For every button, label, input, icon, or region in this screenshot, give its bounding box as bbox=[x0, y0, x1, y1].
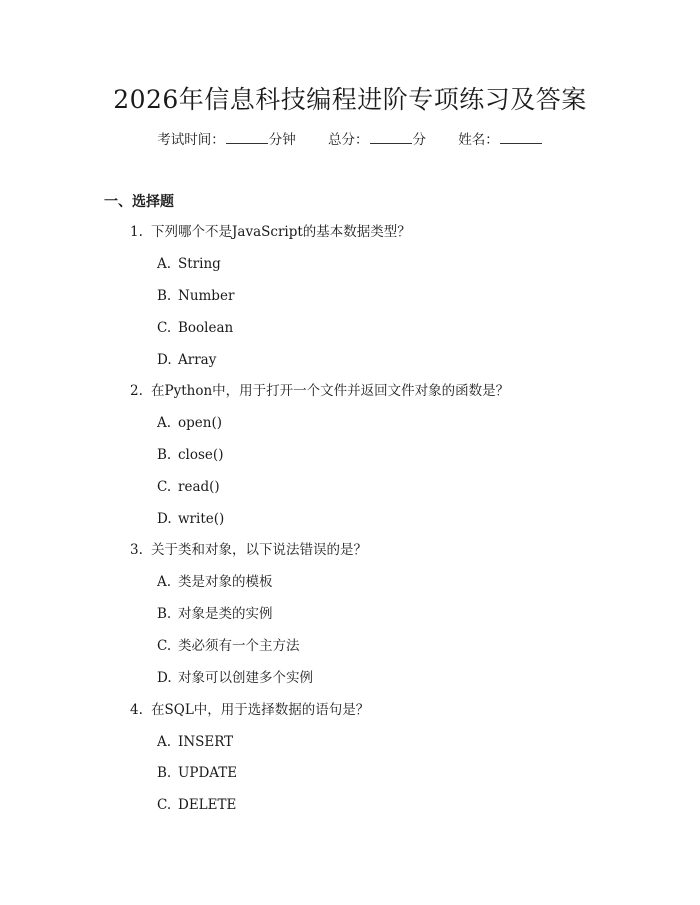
exam-score-blank bbox=[370, 130, 412, 144]
option-text: write() bbox=[178, 511, 225, 527]
question-number: 2. bbox=[130, 383, 143, 399]
option-text: 对象可以创建多个实例 bbox=[178, 670, 313, 686]
exam-name-blank bbox=[500, 130, 542, 144]
option-letter: B. bbox=[157, 447, 172, 463]
exam-score-label: 总分： bbox=[328, 132, 369, 148]
question-1-option-c bbox=[157, 318, 233, 338]
exam-time-blank bbox=[226, 130, 268, 144]
question-3-option-b bbox=[157, 604, 273, 624]
section-heading: 一、选择题 bbox=[104, 194, 174, 210]
option-text: 对象是类的实例 bbox=[178, 606, 273, 622]
option-text: UPDATE bbox=[178, 765, 238, 781]
exam-time bbox=[157, 130, 296, 150]
question-2-option-c bbox=[157, 477, 220, 497]
option-text: close() bbox=[178, 447, 224, 463]
question-text: 在Python中，用于打开一个文件并返回文件对象的函数是？ bbox=[151, 383, 510, 399]
option-letter: C. bbox=[157, 638, 172, 654]
question-text: 下列哪个不是JavaScript的基本数据类型？ bbox=[151, 224, 411, 240]
exam-name-label: 姓名： bbox=[458, 132, 499, 148]
option-text: 类是对象的模板 bbox=[178, 574, 273, 590]
question-1 bbox=[130, 222, 411, 242]
exam-name bbox=[458, 130, 543, 150]
question-number: 1. bbox=[130, 224, 143, 240]
option-letter: D. bbox=[157, 670, 172, 686]
option-text: INSERT bbox=[178, 734, 234, 750]
option-text: read() bbox=[178, 479, 220, 495]
option-text: DELETE bbox=[178, 797, 237, 813]
option-text: Number bbox=[178, 288, 235, 304]
exam-score-unit: 分 bbox=[412, 132, 426, 148]
option-letter: A. bbox=[157, 734, 172, 750]
option-letter: C. bbox=[157, 320, 172, 336]
option-letter: B. bbox=[157, 288, 172, 304]
option-letter: C. bbox=[157, 797, 172, 813]
question-2-option-a bbox=[157, 413, 222, 433]
question-3 bbox=[130, 540, 367, 560]
question-number: 4. bbox=[130, 702, 143, 718]
option-text: open() bbox=[178, 415, 222, 431]
exam-score bbox=[328, 130, 426, 150]
question-3-option-d bbox=[157, 668, 313, 688]
question-number: 3. bbox=[130, 542, 143, 558]
option-text: Array bbox=[178, 352, 217, 368]
question-4-option-b bbox=[157, 763, 237, 783]
exam-time-unit: 分钟 bbox=[268, 132, 296, 148]
option-letter: C. bbox=[157, 479, 172, 495]
option-letter: D. bbox=[157, 352, 172, 368]
page-title: 2026年信息科技编程进阶专项练习及答案 bbox=[113, 85, 587, 114]
question-4 bbox=[130, 700, 369, 720]
question-2-option-d bbox=[157, 509, 224, 529]
question-1-option-a bbox=[157, 254, 221, 274]
exam-meta bbox=[0, 130, 700, 150]
question-1-option-d bbox=[157, 350, 216, 370]
option-text: Boolean bbox=[178, 320, 234, 336]
exam-time-label: 考试时间： bbox=[157, 132, 225, 148]
option-letter: A. bbox=[157, 574, 172, 590]
question-3-option-a bbox=[157, 572, 273, 592]
option-letter: B. bbox=[157, 765, 172, 781]
question-text: 在SQL中，用于选择数据的语句是？ bbox=[151, 702, 370, 718]
option-letter: A. bbox=[157, 415, 172, 431]
option-letter: D. bbox=[157, 511, 172, 527]
question-3-option-c bbox=[157, 636, 300, 656]
option-text: String bbox=[178, 256, 221, 272]
question-2-option-b bbox=[157, 445, 223, 465]
option-text: 类必须有一个主方法 bbox=[178, 638, 300, 654]
question-2 bbox=[130, 381, 509, 401]
option-letter: B. bbox=[157, 606, 172, 622]
question-1-option-b bbox=[157, 286, 234, 306]
question-text: 关于类和对象，以下说法错误的是？ bbox=[151, 542, 367, 558]
question-4-option-a bbox=[157, 732, 233, 752]
question-4-option-c bbox=[157, 795, 236, 815]
option-letter: A. bbox=[157, 256, 172, 272]
